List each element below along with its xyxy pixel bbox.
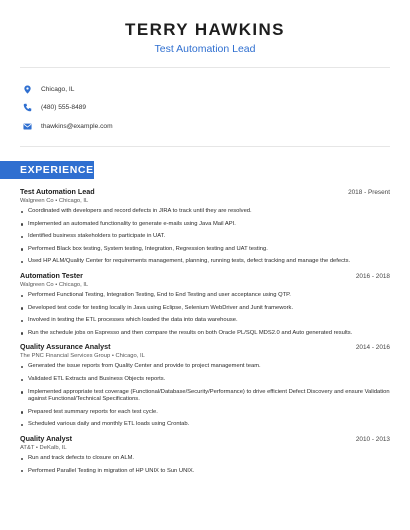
candidate-name: TERRY HAWKINS <box>125 20 285 39</box>
experience-heading: EXPERIENCE <box>0 161 94 179</box>
job-entry <box>20 342 390 429</box>
job-entry <box>20 434 390 475</box>
contact-divider <box>20 146 390 147</box>
bullet-item: Used HP ALM/Quality Center for requirements management, planning, running tests, defect tracking and manage the defects. <box>20 258 390 266</box>
job-dates: 2016 - 2018 <box>355 272 390 280</box>
job-company-line: The PNC Financial Services Group • Chicago, IL <box>20 353 145 360</box>
map-pin-icon <box>23 85 32 94</box>
job-location: Chicago, IL <box>58 198 89 204</box>
phone-icon <box>23 103 32 112</box>
job-location: Chicago, IL <box>115 353 145 360</box>
contact-location-text: Chicago, IL <box>41 85 75 93</box>
job-location: Chicago, IL <box>58 281 89 288</box>
job-company: The PNC Financial Services Group <box>20 353 111 360</box>
job-bullets <box>20 292 390 337</box>
bullet-item: Developed test code for testing locally in Java using Eclipse, Selenium WebDriver and Junit framework. <box>20 305 390 313</box>
job-company: Walgreen Co <box>20 281 54 288</box>
job-company: Walgreen Co <box>20 198 54 204</box>
contact-phone <box>20 99 113 118</box>
bullet-item: Identified business stakeholders to participate in UAT. <box>20 233 390 241</box>
bullet-item: Implemented appropriate test coverage (Functional/Database/Security/Performance) to drive efficient Defect Discovery and ensure Validation against Functional/Technical Specifications. <box>20 389 390 404</box>
job-entry <box>20 187 390 266</box>
job-title: Automation Tester <box>20 270 83 280</box>
job-company: AT&T <box>20 444 35 451</box>
job-bullets <box>20 208 390 266</box>
bullet-item: Validated ETL Extracts and Business Objects reports. <box>20 376 390 384</box>
bullet-item: Performed Parallel Testing in migration of HP UNIX to Sun UNIX. <box>20 468 390 476</box>
job-bullets <box>20 455 390 475</box>
job-location: DeKalb, IL <box>39 444 67 451</box>
experience-list <box>20 187 390 480</box>
job-entry <box>20 271 390 337</box>
job-company-line: Walgreen Co • Chicago, IL <box>20 198 89 204</box>
bullet-item: Prepared test summary reports for each test cycle. <box>20 409 390 417</box>
bullet-item: Run the schedule jobs on Espresso and then compare the results on both Oracle PL/SQL MDS2.0 and Auto generated results. <box>20 330 390 338</box>
header-divider <box>20 67 390 68</box>
candidate-title: Test Automation Lead <box>154 43 256 55</box>
bullet-item: Performed Black box testing, System testing, Integration, Regression testing and UAT testing. <box>20 246 390 254</box>
job-dates: 2014 - 2016 <box>355 344 390 352</box>
bullet-item: Performed Functional Testing, Integration Testing, End to End Testing and user acceptance using QTP. <box>20 292 390 300</box>
job-company-line: AT&T • DeKalb, IL <box>20 444 67 451</box>
job-title: Test Automation Lead <box>20 187 95 196</box>
job-title: Quality Assurance Analyst <box>20 342 111 352</box>
bullet-item: Run and track defects to closure on ALM. <box>20 455 390 463</box>
job-dates: 2010 - 2013 <box>355 435 390 443</box>
contact-email[interactable] <box>20 117 113 136</box>
contact-block <box>20 80 113 136</box>
job-bullets <box>20 363 390 429</box>
envelope-icon <box>23 122 32 131</box>
job-company-line: Walgreen Co • Chicago, IL <box>20 281 89 288</box>
job-dates: 2018 - Present <box>348 189 390 196</box>
bullet-item: Involved in testing the ETL processes which loaded the data into data warehouse. <box>20 317 390 325</box>
bullet-item: Implemented an automated functionality to generate e-mails using Java Mail API. <box>20 221 390 229</box>
contact-email-text[interactable]: thawkins@example.com <box>41 122 113 130</box>
contact-location <box>20 80 113 99</box>
bullet-item: Coordinated with developers and record defects in JIRA to track until they are resolved. <box>20 208 390 216</box>
resume-header <box>0 0 410 56</box>
bullet-item: Scheduled various daily and monthly ETL loads using Crontab. <box>20 421 390 429</box>
contact-phone-text: (480) 555-8489 <box>41 104 87 112</box>
job-title: Quality Analyst <box>20 433 73 443</box>
bullet-item: Generated the issue reports from Quality Center and provide to project management team. <box>20 363 390 371</box>
